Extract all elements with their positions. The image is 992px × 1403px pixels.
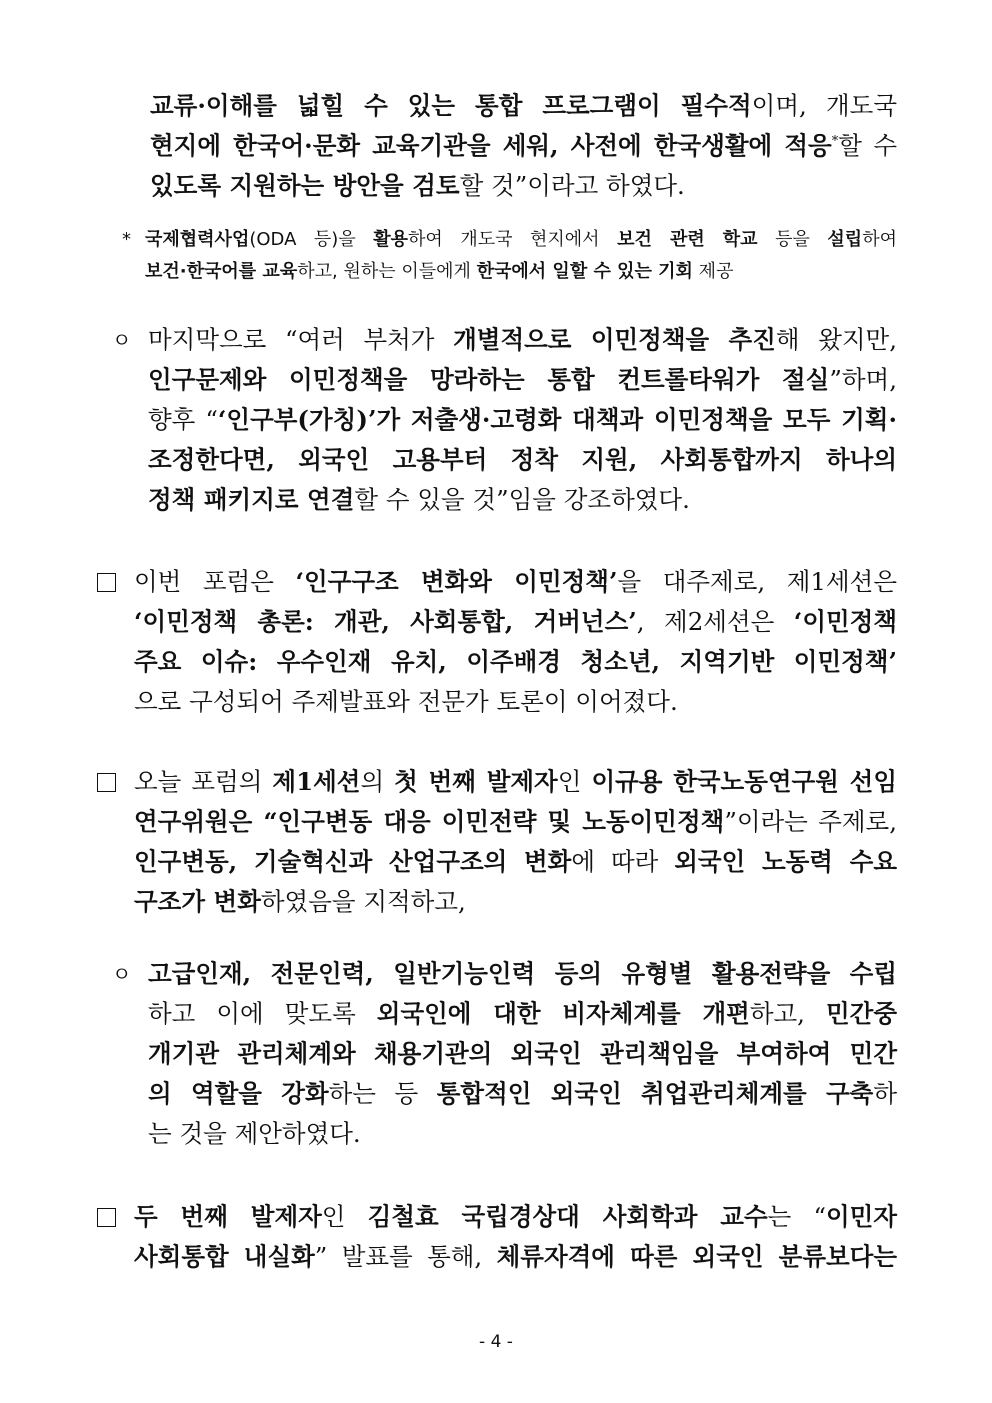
bold-text: 사회통합 내실화 <box>134 1242 315 1271</box>
footnote-ref: * <box>831 133 839 149</box>
text: ”하며, <box>829 365 897 394</box>
text: 하였음을 지적하고, <box>260 887 466 916</box>
text: 제공 <box>692 261 734 282</box>
text: 마지막으로 “여러 부처가 <box>148 325 454 354</box>
text: 는 것을 제안하였다. <box>148 1119 361 1148</box>
bold-text: 활용 <box>373 229 409 250</box>
text: 을 대주제로, 제1세션은 <box>617 567 897 596</box>
checkbox-bullet-icon <box>97 573 116 592</box>
text: 하고, <box>749 999 826 1028</box>
text-line <box>148 1114 361 1154</box>
footnote-line <box>145 224 897 256</box>
bold-text: 현지에 한국어·문화 교육기관을 세워, 사전에 한국생활에 적응 <box>150 131 832 160</box>
bold-text: 의 역할을 강화 <box>148 1079 329 1108</box>
text-line <box>148 1074 897 1114</box>
text-line <box>148 1034 897 1074</box>
text: 이번 포럼은 <box>134 567 296 596</box>
checkbox-bullet-icon <box>97 773 116 792</box>
circle-bullet-icon: ㅇ <box>112 328 132 352</box>
bold-text: 체류자격에 따른 외국인 분류보다는 <box>496 1242 897 1271</box>
checkbox-bullet-icon <box>97 1208 116 1227</box>
bold-text: 한국에서 일할 수 있는 기회 <box>476 261 693 282</box>
text-line <box>134 842 897 882</box>
text-line <box>150 126 897 166</box>
bold-text: 조정한다면, 외국인 고용부터 정착 지원, 사회통합까지 하나의 <box>148 445 897 474</box>
text-line <box>134 682 678 722</box>
text: 에 따라 <box>571 847 675 876</box>
text: (ODA 등)을 <box>249 229 374 250</box>
text-line <box>134 802 897 842</box>
text: ” 발표를 통해, <box>314 1242 497 1271</box>
text-line <box>134 602 897 642</box>
bold-text: 고급인재, 전문인력, 일반기능인력 등의 유형별 활용전략을 수립 <box>148 959 897 988</box>
footnote-marker: * <box>122 229 131 250</box>
text-line <box>148 360 897 400</box>
text: 인 <box>321 1202 368 1231</box>
text: 하는 등 <box>328 1079 437 1108</box>
bold-text: 설립 <box>827 229 863 250</box>
bold-text: 연구위원은 “ <box>134 807 278 836</box>
text: 하 <box>873 1079 898 1108</box>
bold-text: 보건 관련 학교 <box>617 229 758 250</box>
text-line <box>148 320 897 360</box>
bold-text: ‘이민정책 총론: 개관, 사회통합, 거버넌스’ <box>134 607 637 636</box>
bold-text: 두 번째 발제자 <box>134 1202 322 1231</box>
bold-text: 있도록 지원하는 방안을 검토 <box>150 171 460 200</box>
text: 할 수 있을 것”임을 강조하였다. <box>354 485 690 514</box>
text: 등을 <box>757 229 828 250</box>
text: 이며, 개도국 <box>751 91 897 120</box>
circle-bullet-icon: ㅇ <box>112 962 132 986</box>
text-line <box>150 86 897 126</box>
footnote-line <box>145 256 733 288</box>
text-line <box>148 480 690 520</box>
text: 하여 <box>862 229 897 250</box>
bold-text: 인구변동, 기술혁신과 산업구조의 변화 <box>134 847 572 876</box>
bold-text: 개기관 관리체계와 채용기관의 외국인 관리책임을 부여하여 민간 <box>148 1039 897 1068</box>
text: 오늘 포럼의 <box>134 767 273 796</box>
text: 는 “ <box>767 1202 826 1231</box>
bold-text: 통합적인 외국인 취업관리체계를 구축 <box>436 1079 874 1108</box>
text: , 제2세션은 <box>636 607 794 636</box>
text-line <box>148 400 897 440</box>
text-line <box>148 440 897 480</box>
bold-text: 첫 번째 발제자 <box>394 767 558 796</box>
text-line <box>150 166 685 206</box>
bold-text: 인구문제와 이민정책을 망라하는 통합 컨트롤타워가 절실 <box>148 365 830 394</box>
text-line <box>148 994 897 1034</box>
bold-text: ‘인구부(가칭)’가 저출생·고령화 대책과 이민정책을 모두 기획· <box>217 405 897 434</box>
text: 하고 이에 맞도록 <box>148 999 377 1028</box>
bold-text: 보건·한국어를 교육 <box>145 261 298 282</box>
bold-text: 제1세션 <box>272 767 361 796</box>
text-line <box>134 1197 897 1237</box>
bold-text: 외국인에 대한 비자체계를 개편 <box>376 999 750 1028</box>
text: 으로 구성되어 주제발표와 전문가 토론이 이어졌다. <box>134 687 678 716</box>
text-line <box>134 642 897 682</box>
bold-text: 외국인 노동력 수요 <box>674 847 897 876</box>
bold-text: 국제협력사업 <box>145 229 250 250</box>
bold-text: 주요 이슈: 우수인재 유치, 이주배경 청소년, 지역기반 이민정책’ <box>134 647 897 676</box>
bold-text: 이민자 <box>825 1202 897 1231</box>
text-line <box>134 562 897 602</box>
text: 하고, 원하는 이들에게 <box>297 261 477 282</box>
bold-text: 교류·이해를 넓힐 수 있는 통합 프로그램이 필수적 <box>150 91 752 120</box>
text-line <box>134 1237 897 1277</box>
bold-text: ‘인구구조 변화와 이민정책’ <box>295 567 618 596</box>
page-number: - 4 - <box>479 1332 513 1352</box>
text: 하여 개도국 현지에서 <box>408 229 618 250</box>
bold-text: 개별적으로 이민정책을 추진 <box>453 325 776 354</box>
bold-text: ‘이민정책 <box>793 607 897 636</box>
bold-text: 정책 패키지로 연결 <box>148 485 355 514</box>
text-line <box>148 954 897 994</box>
bold-text: 민간중 <box>825 999 897 1028</box>
text: 의 <box>360 767 395 796</box>
text: 할 수 <box>838 131 897 160</box>
text: ”이라는 주제로, <box>724 807 897 836</box>
text: 할 것”이라고 하였다. <box>459 171 685 200</box>
bold-text: 이규용 한국노동연구원 선임 <box>591 767 897 796</box>
text: 향후 “ <box>148 405 218 434</box>
bold-text: 인구변동 대응 이민전략 및 노동이민정책 <box>277 807 725 836</box>
bold-text: 김철효 국립경상대 사회학과 교수 <box>367 1202 768 1231</box>
text: 해 왔지만, <box>775 325 898 354</box>
text-line <box>134 882 466 922</box>
bold-text: 구조가 변화 <box>134 887 261 916</box>
text: 인 <box>557 767 592 796</box>
text-line <box>134 762 897 802</box>
